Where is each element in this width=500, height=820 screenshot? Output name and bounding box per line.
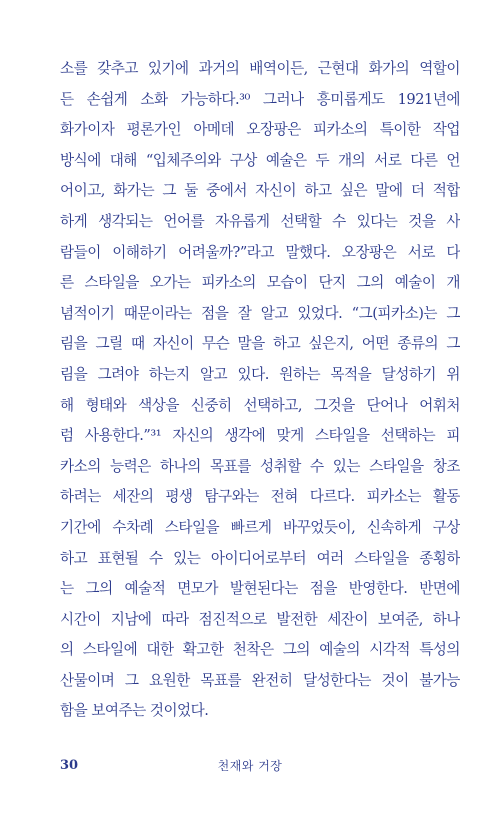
text-line: 어이고, 화가는 그 둘 중에서 자신이 하고 싶은 말에 더 적합	[60, 182, 460, 200]
text-line: 럼 사용한다.”³¹ 자신의 생각에 맞게 스타일을 선택하는 피	[60, 427, 460, 445]
text-line: 방식에 대해 “입체주의와 구상 예술은 두 개의 서로 다른 언	[60, 151, 460, 169]
running-title: 천재와 거장	[217, 759, 283, 773]
text-line: 람들이 이해하기 어려울까?”라고 말했다. 오장팡은 서로 다	[60, 243, 460, 261]
text-line: 시간이 지남에 따라 점진적으로 발전한 세잔이 보여준, 하나	[60, 610, 460, 628]
text-line: 소를 갖추고 있기에 과거의 배역이든, 근현대 화가의 역할이	[60, 60, 460, 77]
text-line: 른 스타일을 오가는 피카소의 모습이 단지 그의 예술이 개	[60, 274, 460, 292]
text-line: 카소의 능력은 하나의 목표를 성취할 수 있는 스타일을 창조	[60, 457, 460, 475]
text-line: 는 그의 예술적 면모가 발현된다는 점을 반영한다. 반면에	[60, 580, 460, 598]
text-line: 하고 표현될 수 있는 아이디어로부터 여러 스타일을 종횡하	[60, 549, 460, 567]
text-line: 함을 보여주는 것이었다.	[60, 702, 209, 720]
text-line: 하게 생각되는 언어를 자유롭게 선택할 수 있다는 것을 사	[60, 212, 460, 230]
text-line: 림을 그려야 하는지 알고 있다. 원하는 목적을 달성하기 위	[60, 365, 460, 383]
text-line: 화가이자 평론가인 아메데 오장팡은 피카소의 특이한 작업	[60, 121, 460, 139]
text-line: 산물이며 그 요원한 목표를 완전히 달성한다는 것이 불가능	[60, 671, 460, 689]
text-line: 념적이기 때문이라는 점을 잘 알고 있었다. “그(피카소)는 그	[60, 304, 460, 322]
text-line: 기간에 수차례 스타일을 빠르게 바꾸었듯이, 신속하게 구상	[60, 518, 460, 536]
text-line: 림을 그릴 때 자신이 무슨 말을 하고 싶은지, 어떤 종류의 그	[60, 335, 460, 353]
text-line: 해 형태와 색상을 신중히 선택하고, 그것을 단어나 어휘처	[60, 396, 460, 414]
text-line: 하려는 세잔의 평생 탐구와는 전혀 다르다. 피카소는 활동	[60, 488, 460, 506]
text-line: 의 스타일에 대한 확고한 천착은 그의 예술의 시각적 특성의	[60, 641, 460, 659]
text-line: 든 손쉽게 소화 가능하다.³⁰ 그러나 흥미롭게도 1921년에	[60, 90, 460, 108]
page-number: 30	[60, 758, 79, 773]
body-text	[60, 54, 460, 727]
